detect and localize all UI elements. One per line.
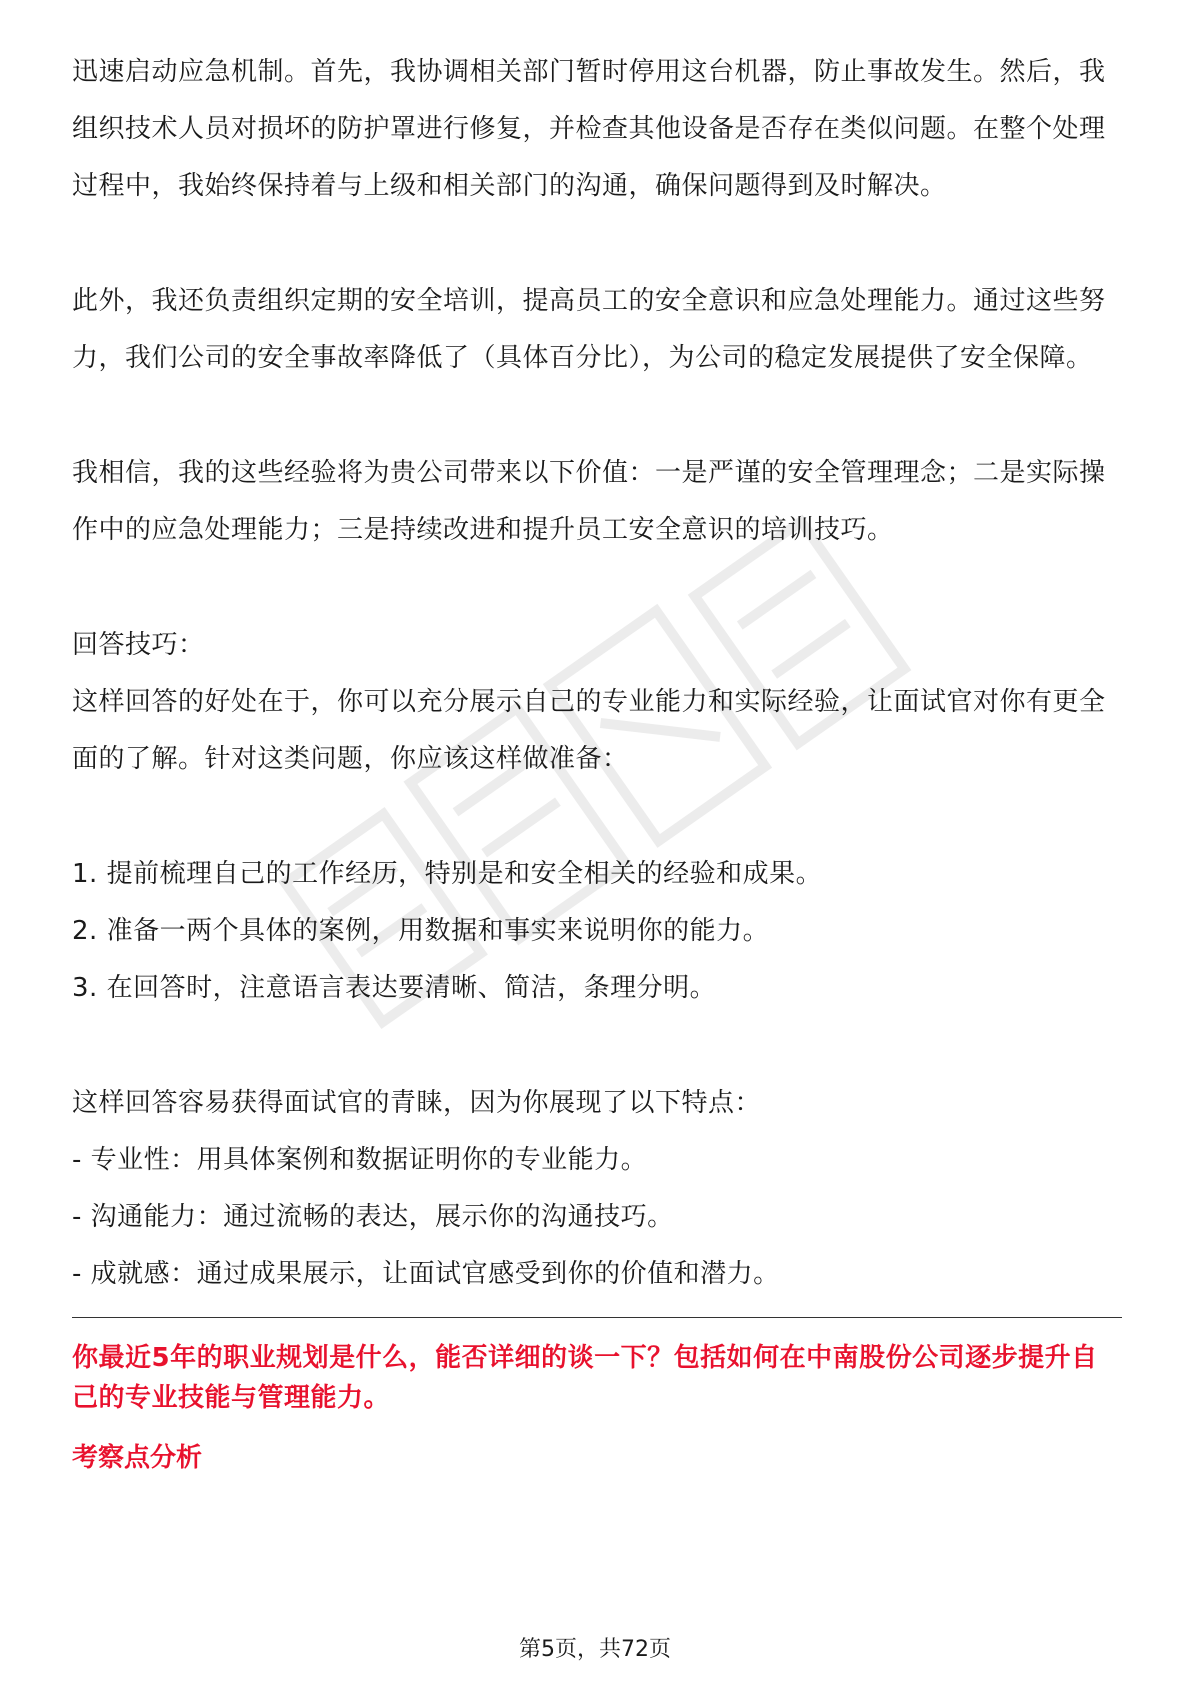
page-footer: 第5页，共72页 bbox=[519, 1637, 671, 1662]
section-title: 考察点分析 bbox=[72, 1443, 203, 1473]
list-item: - 沟通能力：通过流畅的表达，展示你的沟通技巧。 bbox=[72, 1202, 674, 1232]
list-item: 2. 准备一两个具体的案例，用数据和事实来说明你的能力。 bbox=[72, 916, 770, 946]
interview-question: 你最近5年的职业规划是什么，能否详细的谈一下？包括如何在中南股份公司逐步提升自己的专业技能与管理能力。 bbox=[72, 1343, 1098, 1413]
list-item: 1. 提前梳理自己的工作经历，特别是和安全相关的经验和成果。 bbox=[72, 859, 823, 889]
list-item: - 成就感：通过成果展示，让面试官感受到你的价值和潜力。 bbox=[72, 1259, 780, 1289]
tips-heading: 回答技巧： bbox=[72, 630, 205, 660]
bullet-list bbox=[72, 1132, 1122, 1303]
paragraph-tips-intro: 这样回答的好处在于，你可以充分展示自己的专业能力和实际经验，让面试官对你有更全面的了解。针对这类问题，你应该这样做准备： bbox=[72, 687, 1106, 774]
list-item: - 专业性：用具体案例和数据证明你的专业能力。 bbox=[72, 1145, 648, 1175]
section-divider bbox=[72, 1317, 1122, 1318]
list-item: 3. 在回答时，注意语言表达要清晰、简洁，条理分明。 bbox=[72, 973, 717, 1003]
paragraph-traits-intro: 这样回答容易获得面试官的青睐，因为你展现了以下特点： bbox=[72, 1088, 762, 1118]
paragraph-value-statement: 我相信，我的这些经验将为贵公司带来以下价值：一是严谨的安全管理理念；二是实际操作中的应急处理能力；三是持续改进和提升员工安全意识的培训技巧。 bbox=[72, 458, 1106, 545]
numbered-list bbox=[72, 846, 1122, 1017]
document-body bbox=[72, 44, 1122, 1478]
paragraph-safety-training: 此外，我还负责组织定期的安全培训，提高员工的安全意识和应急处理能力。通过这些努力，我们公司的安全事故率降低了（具体百分比），为公司的稳定发展提供了安全保障。 bbox=[72, 286, 1106, 373]
paragraph-emergency-handling: 迅速启动应急机制。首先，我协调相关部门暂时停用这台机器，防止事故发生。然后，我组织技术人员对损坏的防护罩进行修复，并检查其他设备是否存在类似问题。在整个处理过程中，我始终保持着与上级和相关部门的沟通，确保问题得到及时解决。 bbox=[72, 57, 1106, 201]
